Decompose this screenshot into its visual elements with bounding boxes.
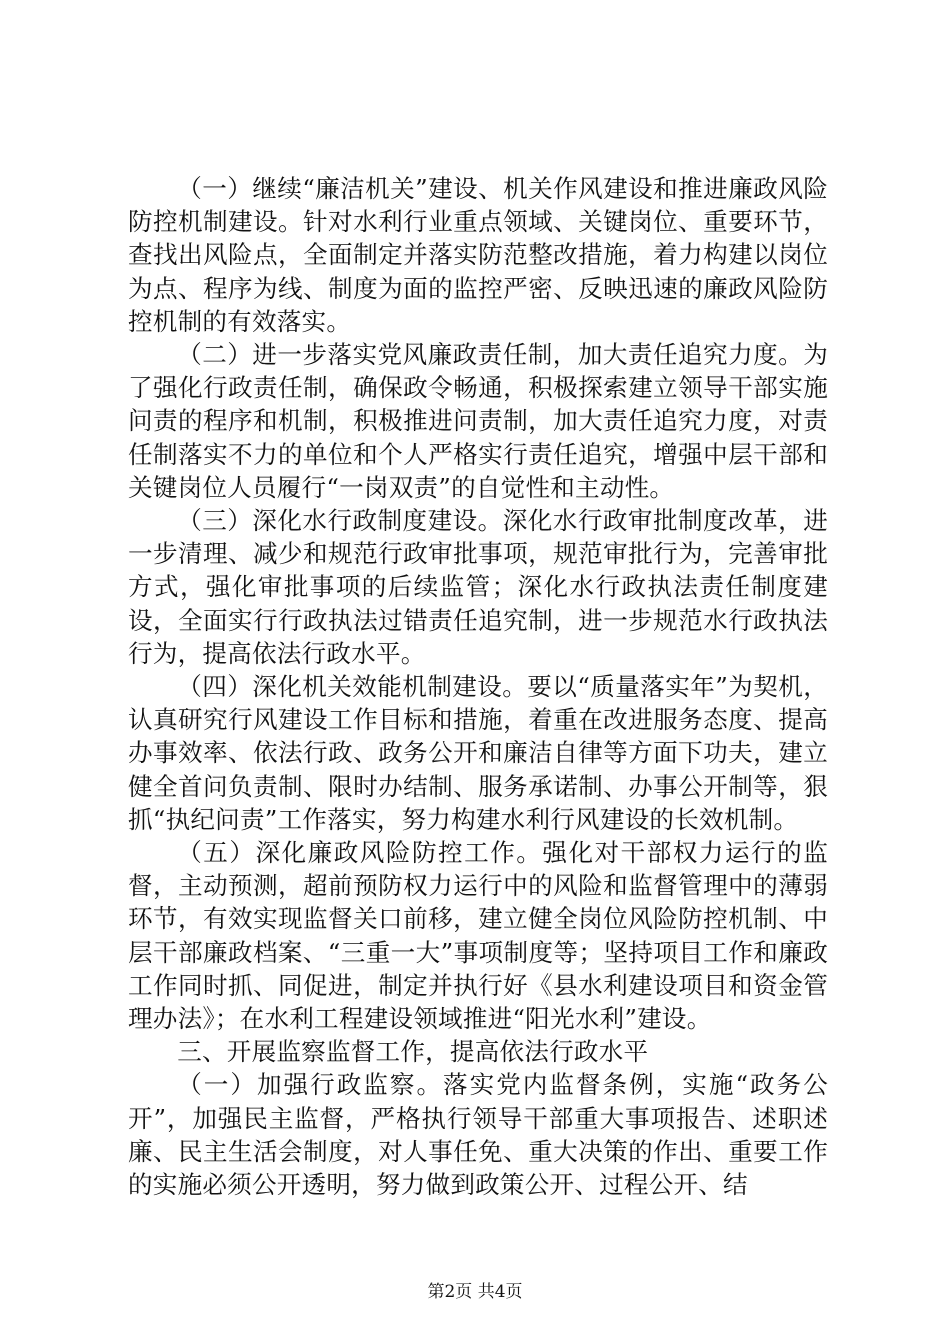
paragraph-4: （四）深化机关效能机制建设。要以“质量落实年”为契机，认真研究行风建设工作目标和措施，着重在改进服务态度、提高办事效率、依法行政、政务公开和廉洁自律等方面下功夫，建立健全首问负责制、限时办结制、服务承诺制、办事公开制等，狠抓“执纪问责”工作落实，努力构建水利行风建设的长效机制。 (128, 672, 828, 834)
paragraph-3: （三）深化水行政制度建设。深化水行政审批制度改革，进一步清理、减少和规范行政审批事项，规范审批行为，完善审批方式，强化审批事项的后续监管；深化水行政执法责任制度建设，全面实行行政执法过错责任追究制，进一步规范水行政执法行为，提高依法行政水平。 (128, 506, 828, 668)
paragraph-6: （一）加强行政监察。落实党内监督条例，实施“政务公开”，加强民主监督，严格执行领导干部重大事项报告、述职述廉、民主生活会制度，对人事任免、重大决策的作出、重要工作的实施必须公开透明，努力做到政策公开、过程公开、结 (128, 1070, 828, 1200)
section-heading: 三、开展监察监督工作，提高依法行政水平 (177, 1037, 649, 1067)
paragraph-5: （五）深化廉政风险防控工作。强化对干部权力运行的监督，主动预测，超前预防权力运行中的风险和监督管理中的薄弱环节，有效实现监督关口前移，建立健全岗位风险防控机制、中层干部廉政档案、“三重一大”事项制度等；坚持项目工作和廉政工作同时抓、同促进，制定并执行好《县水利建设项目和资金管理办法》；在水利工程建设领域推进“阳光水利”建设。 (128, 838, 828, 1034)
document-body (128, 172, 828, 1201)
paragraph-1: （一）继续“廉洁机关”建设、机关作风建设和推进廉政风险防控机制建设。针对水利行业重点领域、关键岗位、重要环节，查找出风险点，全面制定并落实防范整改措施，着力构建以岗位为点、程序为线、制度为面的监控严密、反映迅速的廉政风险防控机制的有效落实。 (128, 174, 828, 336)
page-footer: 第2页 共4页 (427, 1282, 523, 1302)
paragraph-2: （二）进一步落实党风廉政责任制，加大责任追究力度。为了强化行政责任制，确保政令畅通，积极探索建立领导干部实施问责的程序和机制，积极推进问责制，加大责任追究力度，对责任制落实不力的单位和个人严格实行责任追究，增强中层干部和关键岗位人员履行“一岗双责”的自觉性和主动性。 (128, 340, 828, 502)
